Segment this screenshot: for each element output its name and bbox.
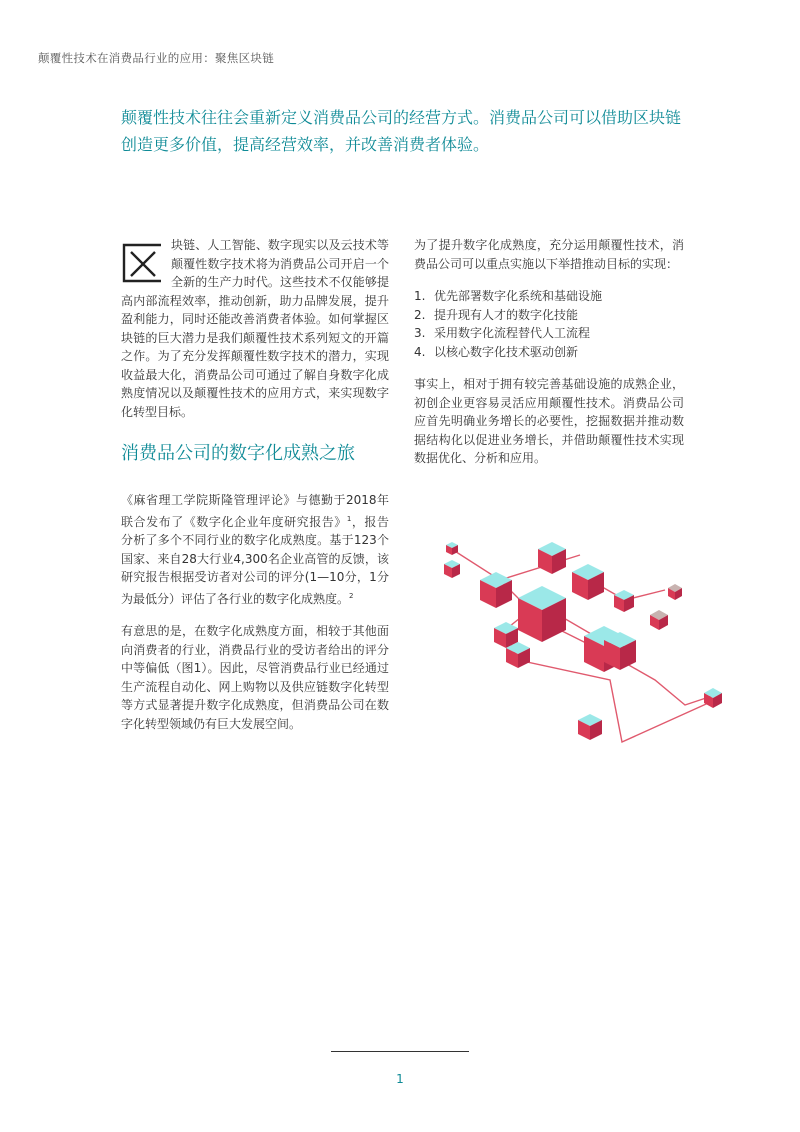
intro-paragraph — [121, 236, 389, 421]
right-intro: 为了提升数字化成熟度，充分运用颠覆性技术，消费品公司可以重点实施以下举措推动目标的实现： — [414, 238, 684, 271]
cube — [518, 586, 566, 642]
page-number: 1 — [396, 1072, 404, 1086]
section-title: 消费品公司的数字化成熟之旅 — [121, 443, 355, 464]
cube — [604, 632, 636, 670]
running-header: 颠覆性技术在消费品行业的应用：聚焦区块链 — [38, 51, 274, 65]
intro-text: 块链、人工智能、数字现实以及云技术等颠覆性数字技术将为消费品公司开启一个全新的生产力时代。这些技术不仅能够提高内部流程效率，推动创新，助力品牌发展，提升盈利能力，同时还能改善消费者体验。如何掌握区块链的巨大潜力是我们颠覆性技术系列短文的开篇之作。为了充分发挥颠覆性数字技术的潜力，实现收益最大化，消费品公司可通过了解自身数字化成熟度情况以及颠覆性技术的应用方式，来实现数字化转型目标。 — [121, 238, 389, 419]
right-column — [414, 236, 684, 482]
steps-list — [414, 287, 684, 361]
para1-part-a: 《麻省理工学院斯隆管理评论》与德勤于2018年联合发布了《数字化企业年度研究报告》 — [121, 493, 389, 529]
footnote-ref-1[interactable]: 1 — [346, 514, 352, 523]
right-paragraph: 事实上，相对于拥有较完善基础设施的成熟企业，初创企业更容易灵活应用颠覆性技术。消费品公司应首先明确业务增长的必要性，挖掘数据并推动数据结构化以促进业务增长，并借助颠覆性技术实现数据优化、分析和应用。 — [414, 377, 684, 465]
blockchain-cubes-illustration — [410, 530, 740, 760]
list-item: 4. 以核心数字化技术驱动创新 — [414, 344, 579, 359]
cube — [650, 610, 668, 630]
list-item: 3. 采用数字化流程替代人工流程 — [414, 326, 591, 340]
cube — [446, 542, 458, 555]
list-item: 2. 提升现有人才的数字化技能 — [414, 307, 579, 322]
lead-paragraph: 颠覆性技术往往会重新定义消费品公司的经营方式。消费品公司可以借助区块链创造更多价值，提高经营效率，并改善消费者体验。 — [121, 108, 682, 154]
body-paragraph-2: 有意思的是，在数字化成熟度方面，相较于其他面向消费者的行业，消费品行业的受访者给出的评分中等偏低（图1）。因此，尽管消费品行业已经通过生产流程自动化、网上购物以及供应链数字化转型等方式显著提升数字化成熟度，但消费品公司在数字化转型领域仍有巨大发展空间。 — [121, 624, 389, 731]
dropcap-qu-icon — [121, 242, 163, 284]
para1-part-b: ，报告分析了多个不同行业的数字化成熟度。基于123个国家、来自28大行业4,300名企业高管的反馈，该研究报告根据受访者对公司的评分(1—10分，1分为最低分）评估了各行业的数字化成熟度。 — [121, 514, 389, 606]
cube — [572, 564, 604, 600]
cube — [444, 560, 460, 578]
cube — [538, 542, 566, 574]
cube — [578, 714, 602, 740]
cube — [614, 590, 634, 612]
list-item: 1. 优先部署数字化系统和基础设施 — [414, 289, 603, 303]
footnote-ref-2[interactable]: 2 — [349, 591, 354, 600]
cube — [704, 688, 722, 708]
left-column — [121, 236, 389, 747]
body-paragraph-1 — [121, 491, 389, 608]
footer-divider — [331, 1051, 469, 1052]
cube — [668, 584, 682, 600]
